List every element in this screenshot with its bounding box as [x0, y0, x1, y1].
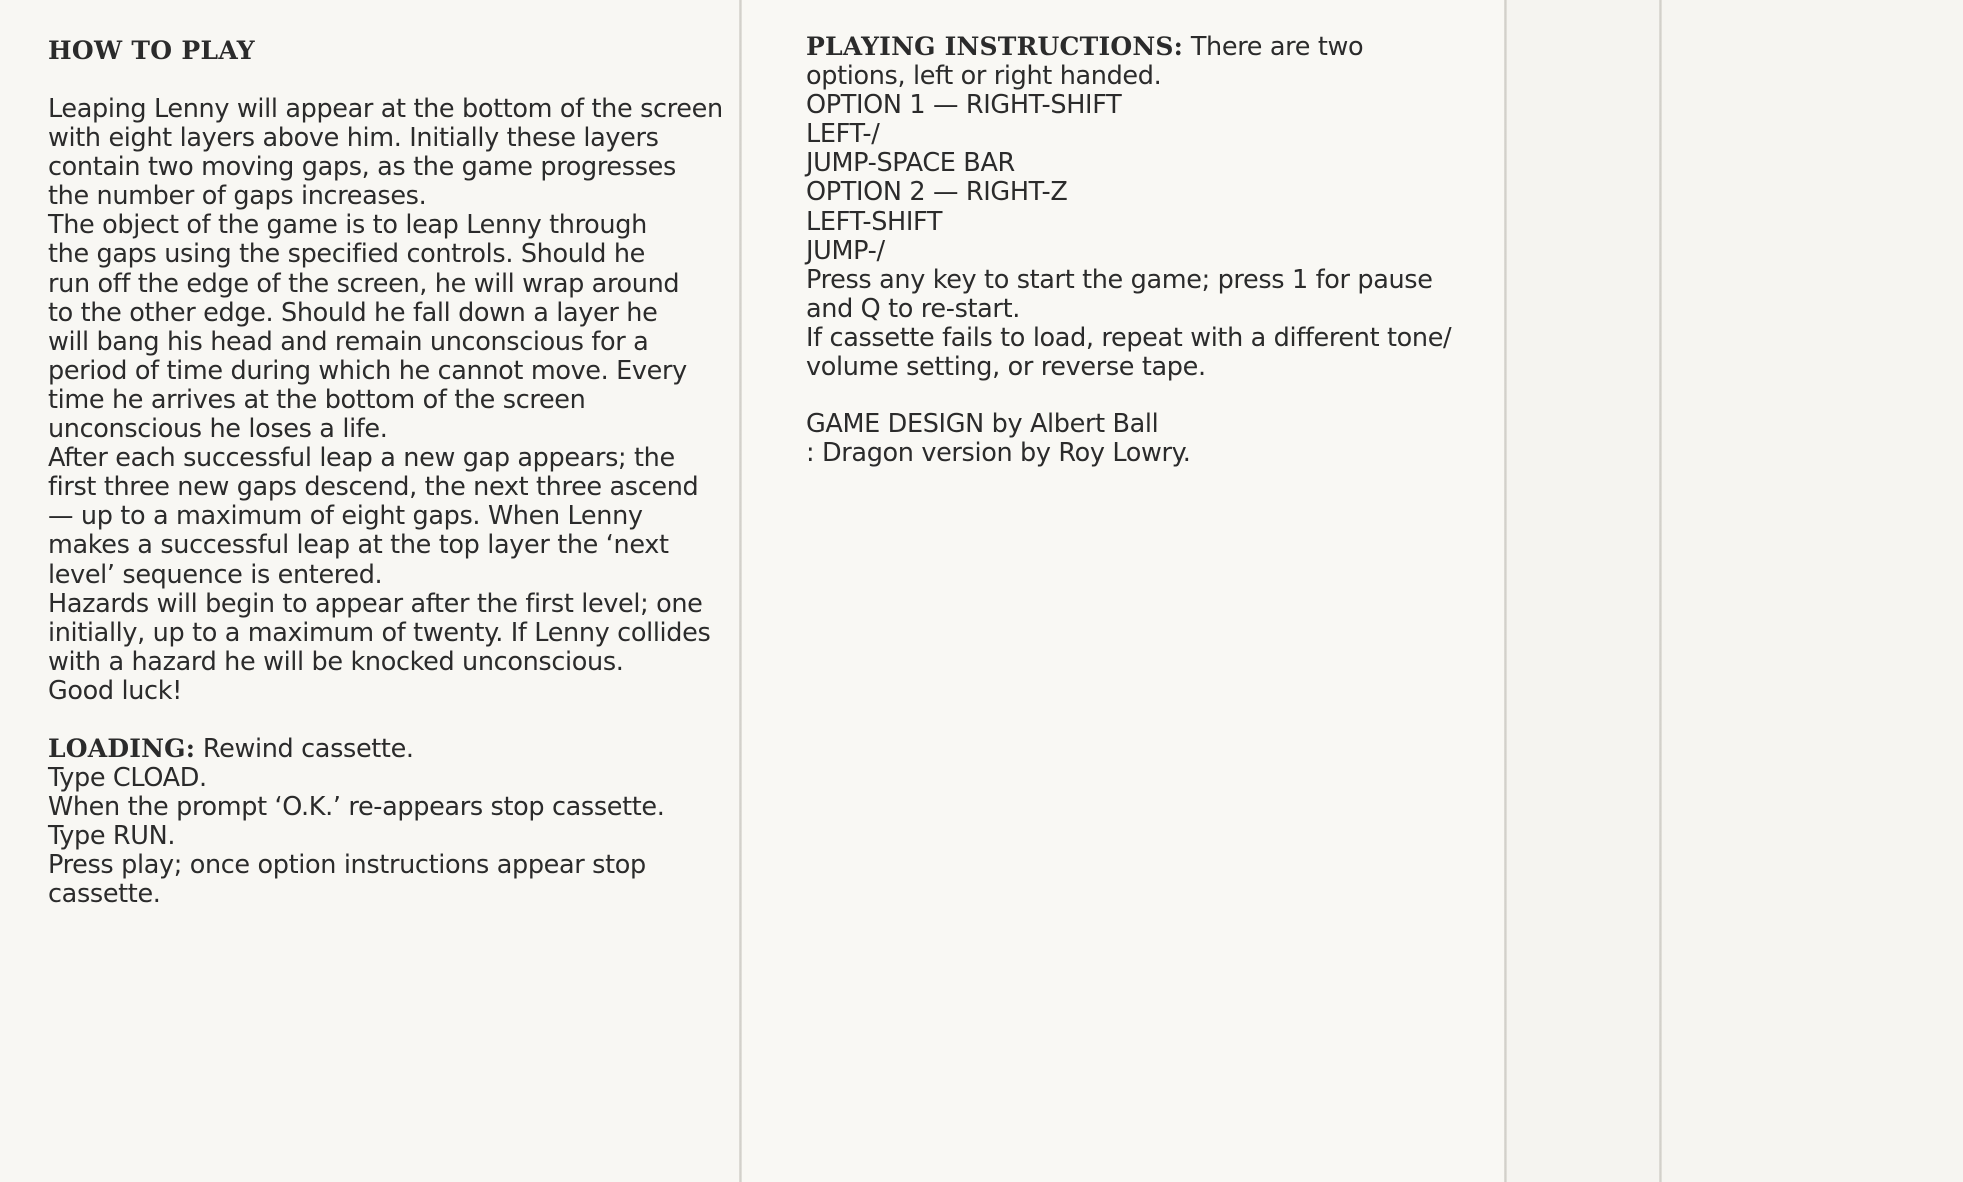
- playing-instructions-column: [806, 32, 1476, 468]
- text-line: Hazards will begin to appear after the first level; one: [48, 588, 703, 619]
- text-line: run off the edge of the screen, he will wrap around: [48, 268, 680, 299]
- text-line: the gaps using the specified controls. Should he: [48, 239, 646, 270]
- text-line: If cassette fails to load, repeat with a different tone/: [806, 322, 1452, 353]
- text-line: with a hazard he will be knocked unconscious.: [48, 646, 624, 677]
- fold-line: [739, 0, 742, 1182]
- credits-line: GAME DESIGN by Albert Ball: [806, 409, 1159, 440]
- text-line: The object of the game is to leap Lenny through: [48, 210, 647, 241]
- playing-instructions-label: PLAYING INSTRUCTIONS:: [806, 32, 1184, 61]
- text-line: makes a successful leap at the top layer the ‘next: [48, 530, 669, 561]
- text-line: Type CLOAD.: [48, 763, 207, 794]
- text-line: Leaping Lenny will appear at the bottom of the screen: [48, 94, 723, 124]
- narrow-panel: [1507, 0, 1660, 1182]
- text-line: unconscious he loses a life.: [48, 414, 388, 445]
- instructions-first-line: [806, 32, 1476, 62]
- text-line: LEFT-SHIFT: [806, 206, 943, 237]
- text-line: will bang his head and remain unconscious for a: [48, 326, 649, 357]
- text-line: and Q to re-start.: [806, 293, 1020, 324]
- text-line: time he arrives at the bottom of the screen: [48, 384, 586, 415]
- text-line: volume setting, or reverse tape.: [806, 352, 1206, 383]
- text-line: JUMP-SPACE BAR: [806, 148, 1015, 179]
- text-line: cassette.: [48, 879, 161, 910]
- text-line: OPTION 2 — RIGHT-Z: [806, 177, 1068, 208]
- text-line: After each successful leap a new gap appears; the: [48, 443, 675, 474]
- playing-instructions-section: [806, 32, 1476, 382]
- text-line: — up to a maximum of eight gaps. When Lenny: [48, 501, 643, 532]
- text-line: JUMP-/: [806, 235, 885, 266]
- text-line: When the prompt ‘O.K.’ re-appears stop cassette.: [48, 792, 665, 823]
- text-line: Good luck!: [48, 675, 183, 706]
- text-line: initially, up to a maximum of twenty. If Lenny collides: [48, 617, 711, 648]
- loading-first-line: [48, 734, 708, 764]
- text-line: Press any key to start the game; press 1 for pause: [806, 264, 1433, 295]
- how-to-play-column: [48, 32, 723, 910]
- text-line: first three new gaps descend, the next three ascend: [48, 472, 699, 503]
- credits-line: : Dragon version by Roy Lowry.: [806, 438, 1191, 469]
- how-to-play-heading: HOW TO PLAY: [48, 36, 255, 65]
- how-to-play-paragraph: [48, 94, 723, 706]
- text-line: contain two moving gaps, as the game progresses: [48, 152, 676, 183]
- loading-section: [48, 734, 708, 910]
- text-line: Press play; once option instructions appear stop: [48, 850, 646, 881]
- text-line: Type RUN.: [48, 821, 176, 852]
- credits-section: [806, 410, 1476, 468]
- loading-first-text: Rewind cassette.: [195, 733, 414, 764]
- fold-line: [1504, 0, 1507, 1182]
- text-line: OPTION 1 — RIGHT-SHIFT: [806, 90, 1122, 121]
- text-line: options, left or right handed.: [806, 61, 1162, 92]
- text-line: level’ sequence is entered.: [48, 559, 383, 590]
- text-line: LEFT-/: [806, 119, 880, 150]
- text-line: to the other edge. Should he fall down a layer he: [48, 297, 658, 328]
- text-line: the number of gaps increases.: [48, 181, 427, 212]
- fold-line: [1659, 0, 1662, 1182]
- text-line: period of time during which he cannot move. Every: [48, 355, 687, 386]
- instructions-first-text: There are two: [1183, 32, 1364, 62]
- text-line: with eight layers above him. Initially these layers: [48, 123, 659, 154]
- loading-label: LOADING:: [48, 733, 196, 763]
- right-panel: [1662, 0, 1963, 1182]
